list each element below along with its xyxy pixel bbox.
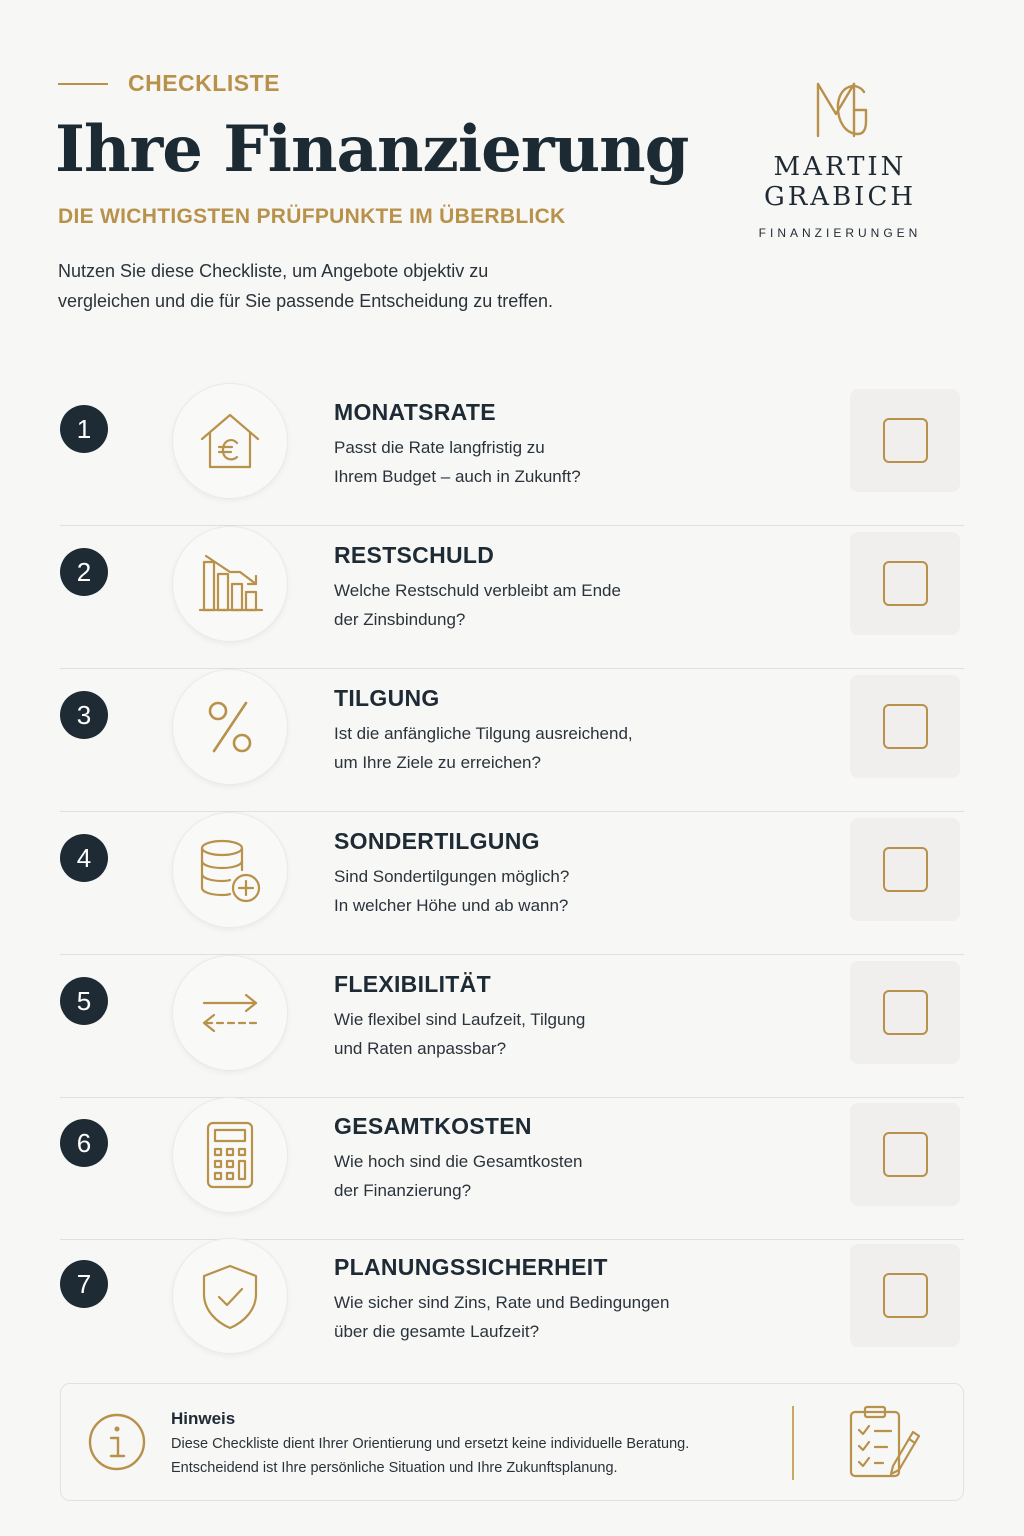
item-description-line: Wie hoch sind die Gesamtkosten	[334, 1152, 583, 1171]
intro-text: Nutzen Sie diese Checkliste, um Angebote objektiv zu vergleichen und die für Sie passende Entscheidung zu treffen.	[58, 261, 553, 311]
checklist-item-planungssicherheit	[58, 1238, 964, 1358]
checklist-item-monatsrate	[58, 383, 964, 526]
calculator-icon	[194, 1119, 266, 1191]
item-description-line: Welche Restschuld verbleibt am Ende	[334, 581, 621, 600]
item-description	[334, 1147, 754, 1205]
item-description-line: über die gesamte Laufzeit?	[334, 1322, 540, 1341]
arrows-exchange-icon	[194, 977, 266, 1049]
item-title: RESTSCHULD	[334, 542, 495, 568]
checkbox-container	[850, 961, 960, 1064]
page-title: Ihre Finanzierung	[55, 112, 689, 187]
item-description	[334, 1288, 754, 1346]
item-description-line: Passt die Rate langfristig zu	[334, 438, 545, 457]
item-title: PLANUNGSSICHERHEIT	[334, 1254, 608, 1280]
note-text-line: Diese Checkliste dient Ihrer Orientierung und ersetzt keine individuelle Beratung.	[171, 1436, 690, 1452]
checkbox-container	[850, 389, 960, 492]
checkbox-sondertilgung[interactable]	[883, 847, 928, 892]
item-description	[334, 719, 754, 777]
shield-check-icon	[194, 1260, 266, 1332]
item-description-line: Wie sicher sind Zins, Rate und Bedingungen	[334, 1293, 670, 1312]
item-icon-circle	[172, 955, 288, 1071]
checklist-item-gesamtkosten	[58, 1097, 964, 1240]
item-icon-circle	[172, 526, 288, 642]
page-subtitle: DIE WICHTIGSTEN PRÜFPUNKTE IM ÜBERBLICK	[58, 205, 566, 228]
mg-monogram-icon	[810, 78, 870, 140]
checkbox-container	[850, 675, 960, 778]
note-text	[171, 1432, 771, 1480]
coin-stack-plus-icon	[194, 834, 266, 906]
item-number: 3	[60, 691, 108, 739]
item-number: 4	[60, 834, 108, 882]
checklist-item-tilgung	[58, 669, 964, 812]
item-icon-circle	[172, 812, 288, 928]
item-title: MONATSRATE	[334, 399, 496, 425]
declining-bar-chart-icon	[194, 548, 266, 620]
item-description	[334, 862, 754, 920]
item-number: 2	[60, 548, 108, 596]
info-icon	[87, 1412, 147, 1472]
checkbox-container	[850, 1103, 960, 1206]
brand-name: MARTIN GRABICH	[763, 152, 917, 212]
item-icon-circle	[172, 383, 288, 499]
item-number: 5	[60, 977, 108, 1025]
item-number: 1	[60, 405, 108, 453]
note-box	[60, 1383, 964, 1501]
item-description-line: um Ihre Ziele zu erreichen?	[334, 753, 541, 772]
item-description	[334, 433, 754, 491]
item-description-line: Wie flexibel sind Laufzeit, Tilgung	[334, 1010, 586, 1029]
percent-icon	[194, 691, 266, 763]
brand-tagline: FINANZIERUNGEN	[758, 226, 922, 240]
item-title: GESAMTKOSTEN	[334, 1113, 532, 1139]
note-title: Hinweis	[171, 1409, 236, 1428]
item-number: 6	[60, 1119, 108, 1167]
kicker-label: CHECKLISTE	[128, 70, 280, 96]
clipboard-checklist-icon	[847, 1404, 923, 1480]
kicker-row	[58, 70, 280, 97]
checkbox-restschuld[interactable]	[883, 561, 928, 606]
item-description	[334, 576, 754, 634]
item-number: 7	[60, 1260, 108, 1308]
checkbox-planungssicherheit[interactable]	[883, 1273, 928, 1318]
brand-logo	[700, 78, 980, 240]
checklist-item-flexibilitaet	[58, 955, 964, 1098]
item-icon-circle	[172, 1238, 288, 1354]
item-description-line: Ihrem Budget – auch in Zukunft?	[334, 467, 581, 486]
item-description-line: der Finanzierung?	[334, 1181, 472, 1200]
checklist-item-sondertilgung	[58, 812, 964, 955]
item-description-line: In welcher Höhe und ab wann?	[334, 896, 569, 915]
checkbox-tilgung[interactable]	[883, 704, 928, 749]
item-icon-circle	[172, 1097, 288, 1213]
item-description-line: und Raten anpassbar?	[334, 1039, 507, 1058]
checkbox-gesamtkosten[interactable]	[883, 1132, 928, 1177]
checkbox-monatsrate[interactable]	[883, 418, 928, 463]
note-divider	[792, 1406, 794, 1480]
item-description-line: der Zinsbindung?	[334, 610, 466, 629]
item-description	[334, 1005, 754, 1063]
checkbox-flexibilitaet[interactable]	[883, 990, 928, 1035]
item-title: SONDERTILGUNG	[334, 828, 540, 854]
note-text-line: Entscheidend ist Ihre persönliche Situation und Ihre Zukunftsplanung.	[171, 1460, 618, 1476]
item-title: FLEXIBILITÄT	[334, 971, 491, 997]
kicker-line	[58, 83, 108, 85]
house-euro-icon	[194, 405, 266, 477]
checkbox-container	[850, 1244, 960, 1347]
item-icon-circle	[172, 669, 288, 785]
item-description-line: Sind Sondertilgungen möglich?	[334, 867, 570, 886]
checkbox-container	[850, 532, 960, 635]
checkbox-container	[850, 818, 960, 921]
item-title: TILGUNG	[334, 685, 440, 711]
checklist-item-restschuld	[58, 526, 964, 669]
item-description-line: Ist die anfängliche Tilgung ausreichend,	[334, 724, 633, 743]
